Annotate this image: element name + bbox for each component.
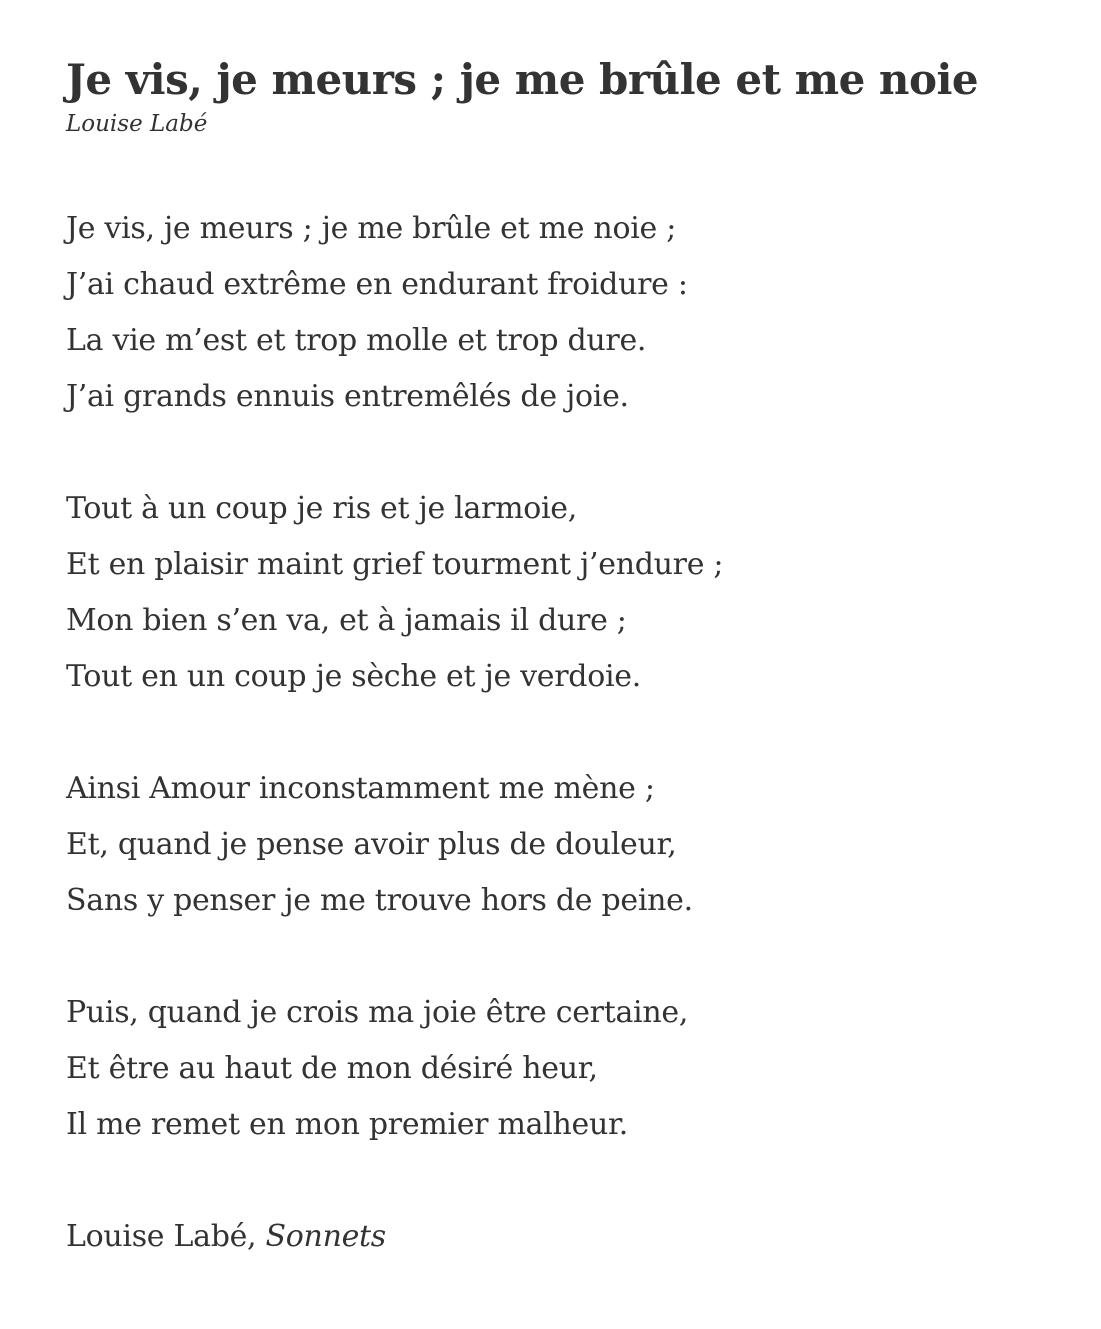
stanza-4 — [66, 985, 1046, 1153]
stanza-3 — [66, 761, 1046, 929]
signature-author: Louise Labé, — [66, 1219, 266, 1254]
poem-signature — [66, 1209, 1046, 1265]
verse-line: Mon bien s’en va, et à jamais il dure ; — [66, 603, 627, 638]
verse-line: J’ai grands ennuis entremêlés de joie. — [66, 379, 629, 414]
verse-line: Et en plaisir maint grief tourment j’endure ; — [66, 547, 724, 582]
signature-work: Sonnets — [265, 1219, 386, 1254]
verse-line: Je vis, je meurs ; je me brûle et me noie ; — [66, 211, 676, 246]
poem-title: Je vis, je meurs ; je me brûle et me noie — [66, 55, 979, 104]
poem-page — [66, 52, 1046, 1265]
verse-line: Sans y penser je me trouve hors de peine. — [66, 883, 693, 918]
stanza-1 — [66, 201, 1046, 425]
verse-line: J’ai chaud extrême en endurant froidure : — [66, 267, 688, 302]
verse-line: Ainsi Amour inconstamment me mène ; — [66, 771, 655, 806]
verse-line: Puis, quand je crois ma joie être certaine, — [66, 995, 689, 1030]
verse-line: Et être au haut de mon désiré heur, — [66, 1051, 598, 1086]
stanza-2 — [66, 481, 1046, 705]
verse-line: Il me remet en mon premier malheur. — [66, 1107, 628, 1142]
poem-body — [66, 201, 1046, 1265]
poem-author: Louise Labé — [66, 111, 208, 137]
verse-line: La vie m’est et trop molle et trop dure. — [66, 323, 647, 358]
verse-line: Tout à un coup je ris et je larmoie, — [66, 491, 577, 526]
verse-line: Et, quand je pense avoir plus de douleur, — [66, 827, 677, 862]
verse-line: Tout en un coup je sèche et je verdoie. — [66, 659, 641, 694]
